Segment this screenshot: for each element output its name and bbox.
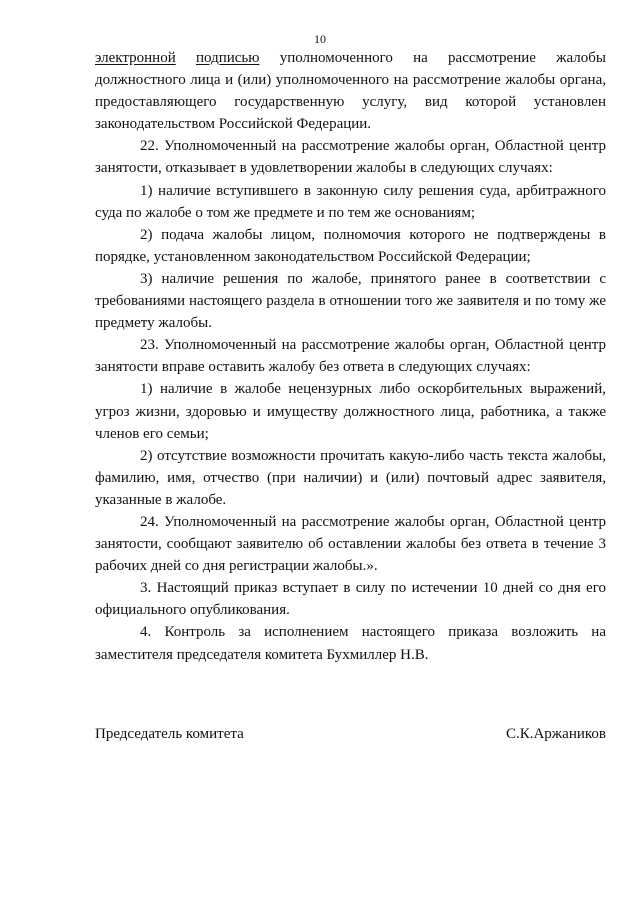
paragraph-subitem-3: 3) наличие решения по жалобе, принятого ранее в соответствии с требованиями настоящего раздела в отношении того же заявителя и по тому же предмету жалобы. <box>95 270 606 332</box>
signatory-name: С.К.Аржаников <box>505 726 606 742</box>
paragraph-item-23: 23. Уполномоченный на рассмотрение жалобы орган, Областной центр занятости вправе оставить жалобу без ответа в следующих случаях: <box>95 337 606 376</box>
paragraph-item-24: 24. Уполномоченный на рассмотрение жалобы орган, Областной центр занятости, сообщают заявителю об оставлении жалобы без ответа в течение 3 рабочих дней со дня регистрации жалобы.». <box>95 513 606 575</box>
paragraph-continuation <box>95 47 606 135</box>
paragraph-order-3: 3. Настоящий приказ вступает в силу по истечении 10 дней со дня его официального опубликования. <box>95 580 606 619</box>
paragraph-subitem-2: 2) подача жалобы лицом, полномочия которого не подтверждены в порядке, установленном законодательством Российской Федерации; <box>95 226 606 265</box>
paragraph-text: уполномоченного на рассмотрение жалобы должностного лица и (или) уполномоченного на рассмотрение жалобы органа, предоставляющего государственную услугу, вид которой установлен законодательством Российской Федерации. <box>95 50 606 133</box>
paragraph-order-4: 4. Контроль за исполнением настоящего приказа возложить на заместителя председателя комитета Бухмиллер Н.В. <box>95 624 606 663</box>
document-body <box>95 47 606 666</box>
underlined-word: электронной <box>95 50 176 66</box>
paragraph-subitem-2: 2) отсутствие возможности прочитать какую-либо часть текста жалобы, фамилию, имя, отчество (при наличии) и (или) почтовый адрес заявителя, указанные в жалобе. <box>95 447 606 508</box>
underlined-word: подписью <box>195 50 260 66</box>
paragraph-subitem-1: 1) наличие вступившего в законную силу решения суда, арбитражного суда по жалобе о том же предмете и по тем же основаниям; <box>95 182 606 221</box>
signature-block <box>95 723 606 745</box>
signatory-position: Председатель комитета <box>95 726 244 742</box>
paragraph-subitem-1: 1) наличие в жалобе нецензурных либо оскорбительных выражений, угроз жизни, здоровью и имуществу должностного лица, работника, а также членов его семьи; <box>95 381 606 442</box>
page-number: 10 <box>314 32 326 46</box>
paragraph-item-22: 22. Уполномоченный на рассмотрение жалобы орган, Областной центр занятости, отказывает в удовлетворении жалобы в следующих случаях: <box>95 138 606 177</box>
